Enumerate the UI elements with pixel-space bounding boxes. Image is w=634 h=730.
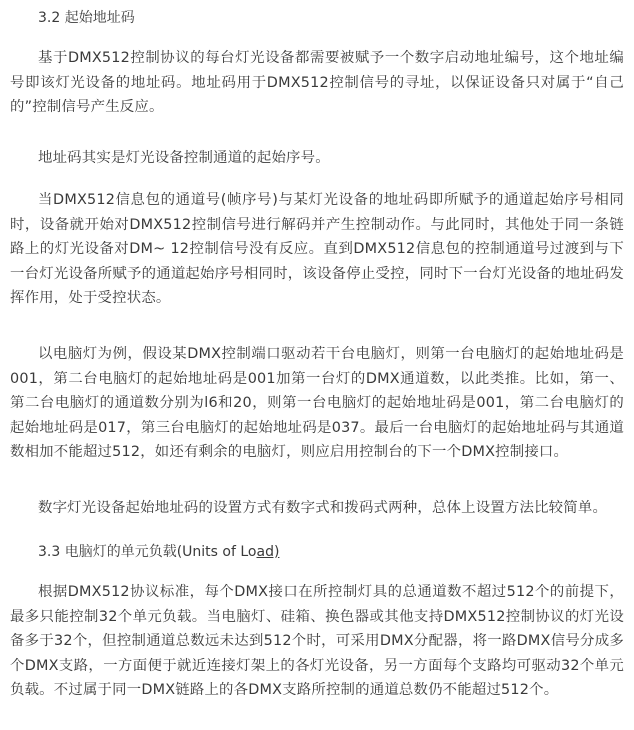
section-heading-3-3: [38, 542, 279, 562]
section-heading-3-2: 3.2 起始地址码: [38, 10, 135, 26]
paragraph-decoding-process: 当DMX512信息包的通道号(帧序号)与某灯光设备的地址码即所赋予的通道起始序号相同时，设备就开始对DMX512控制信号进行解码并产生控制动作。与此同时，其他处于同一条链路上的灯光设备对DM~ 12控制信号没有反应。直到DMX512信息包的控制通道号过渡到与下一台灯光设备所赋予的通道起始序号相同时，该设备停止受控，同时下一台灯光设备的地址码发挥作用，处于受控状态。: [10, 192, 624, 306]
paragraph-address-code-intro: 基于DMX512控制协议的每台灯光设备都需要被赋予一个数字启动地址编号，这个地址编号即该灯光设备的地址码。地址码用于DMX512控制信号的寻址，以保证设备只对属于“自己的”控制信号产生反应。: [10, 50, 624, 115]
section-heading-3-3-underlined: ad): [256, 544, 280, 560]
section-heading-3-3-text: 3.3 电脑灯的单元负载(Units of Lo: [38, 544, 257, 560]
paragraph-unit-load: 根据DMX512协议标准，每个DMX接口在所控制灯具的总通道数不超过512个的前提下，最多只能控制32个单元负载。当电脑灯、硅箱、换色器或其他支持DMX512控制协议的灯光设备多于32个，但控制通道总数远未达到512个时，可采用DMX分配器，将一路DMX信号分成多个DMX支路，一方面便于就近连接灯架上的各灯光设备，另一方面每个支路均可驱动32个单元负载。不过属于同一DMX链路上的各DMX支路所控制的通道总数仍不能超过512个。: [10, 584, 624, 698]
paragraph-setting-methods: 数字灯光设备起始地址码的设置方式有数字式和拨码式两种，总体上设置方法比较简单。: [38, 500, 608, 516]
paragraph-moving-light-example: 以电脑灯为例，假设某DMX控制端口驱动若干台电脑灯，则第一台电脑灯的起始地址码是001，第二台电脑灯的起始地址码是001加第一台灯的DMX通道数，以此类推。比如，第一、第二台电脑灯的通道数分别为l6和20，则第一台电脑灯的起始地址码是001，第二台电脑灯的起始地址码是017，第三台电脑灯的起始地址码是037。最后一台电脑灯的起始地址码与其通道数相加不能超过512，如还有剩余的电脑灯，则应启用控制台的下一个DMX控制接口。: [10, 346, 624, 460]
paragraph-address-code-definition: 地址码其实是灯光设备控制通道的起始序号。: [38, 150, 330, 166]
